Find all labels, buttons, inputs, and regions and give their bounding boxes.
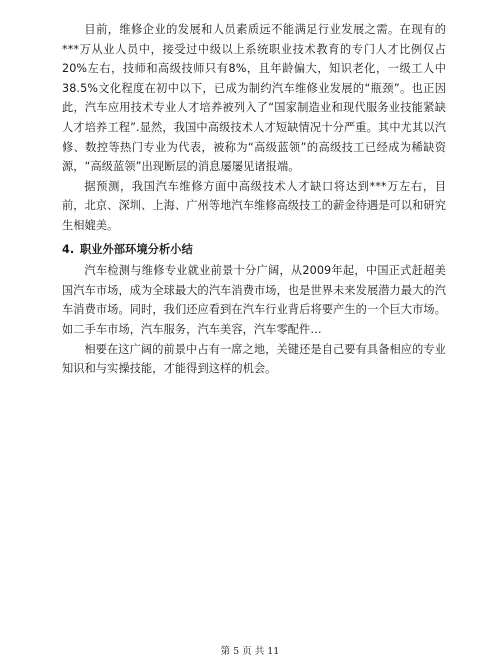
paragraph-employment-prospects: 汽车检测与维修专业就业前景十分广阔，从2009年起，中国正式赶超美国汽车市场，成为全球最大的汽车消费市场，也是世界未来发展潜力最大的汽车消费市场。同时，我们还应看到在汽车行业背后将要产生的一个巨大市场。如二手车市场，汽车服务，汽车美容，汽车零配件… (62, 264, 446, 336)
section-number: 4. (62, 242, 75, 256)
document-body (62, 20, 446, 379)
paragraph-forecast: 据预测，我国汽车维修方面中高级技术人才缺口将达到***万左右，目前，北京、深圳、上海、广州等地汽车维修高级技工的薪金待遇是可以和研究生相媲美。 (62, 179, 446, 232)
page-footer: 第 5 页 共 11 (220, 646, 280, 657)
section-heading (62, 240, 446, 260)
paragraph-conclusion: 相要在这广阔的前景中占有一席之地，关键还是自己要有具备相应的专业知识和与实操技能，才能得到这样的机会。 (62, 342, 446, 376)
section-title: 职业外部环境分析小结 (80, 242, 193, 256)
paragraph-talent-shortage: 目前，维修企业的发展和人员素质远不能满足行业发展之需。在现有的***万从业人员中，接受过中级以上系统职业技术教育的专门人才比例仅占20%左右，技师和高级技师只有8%，且年龄偏大，知识老化，一级工人中38.5%文化程度在初中以下，已成为制约汽车维修业发展的“瓶颈”。也正因此，汽车应用技术专业人才培养被列入了“国家制造业和现代服务业技能紧缺人才培养工程”.显然，我国中高级技术人才短缺情况十分严重。其中尤其以汽修、数控等热门专业为代表，被称为“高级蓝领”的高级技工已经成为稀缺资源，“高级蓝领”出现断层的消息屡屡见诸报端。 (62, 23, 446, 174)
